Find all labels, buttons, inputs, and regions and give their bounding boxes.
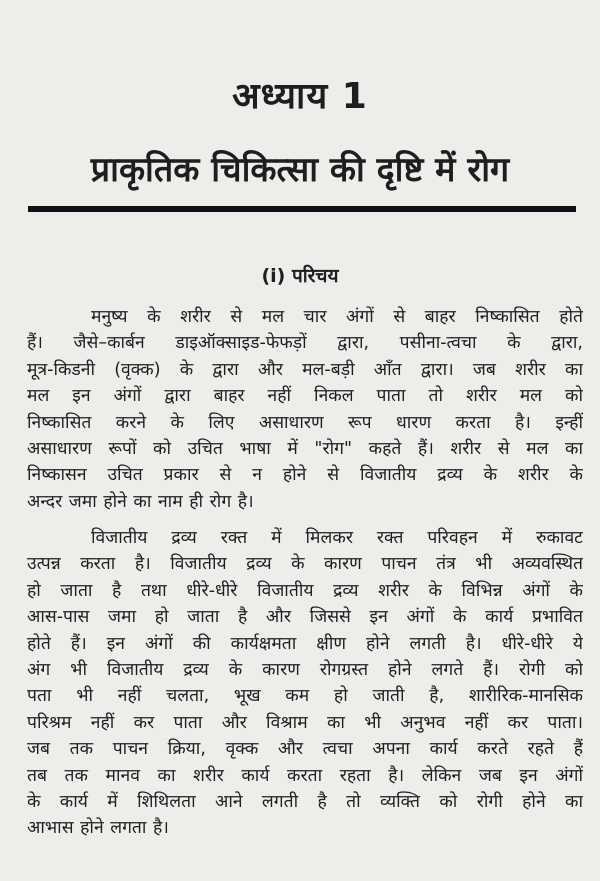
chapter-title: प्राकृतिक चिकित्सा की दृष्टि में रोग (90, 150, 510, 190)
paragraph-line: हैं। जैसे–कार्बन डाइऑक्साइड-फेफड़ों द्वारा, पसीना-त्वचा के द्वारा, (27, 333, 583, 354)
paragraph-1 (27, 304, 583, 515)
paragraph-line: होते हैं। इन अंगों की कार्यक्षमता क्षीण होने लगती है। धीरे-धीरे ये (27, 633, 583, 654)
paragraph-line: आभास होने लगता है। (27, 818, 169, 839)
paragraph-line: असाधारण रूपों को उचित भाषा में "रोग" कहते हैं। शरीर से मल का (27, 439, 583, 460)
paragraph-line: के कार्य में शिथिलता आने लगती है तो व्यक्ति को रोगी होने का (27, 792, 583, 813)
paragraph-line: आस-पास जमा हो जाता है और जिससे इन अंगों के कार्य प्रभावित (27, 607, 583, 628)
paragraph-line: परिश्रम नहीं कर पाता और विश्राम का भी अनुभव नहीं कर पाता। (27, 712, 583, 733)
paragraph-2 (27, 525, 583, 842)
paragraph-line: मनुष्य के शरीर से मल चार अंगों से बाहर निष्कासित होते (91, 307, 583, 327)
paragraph-line: उत्पन्न करता है। विजातीय द्रव्य के कारण पाचन तंत्र भी अव्यवस्थित (27, 554, 583, 575)
paragraph-line: मूत्र-किडनी (वृक्क) के द्वारा और मल-बड़ी आँत द्वारा। जब शरीर का (27, 359, 583, 380)
paragraph-line: अंग भी विजातीय द्रव्य के कारण रोगग्रस्त होने लगते हैं। रोगी को (27, 660, 583, 681)
paragraph-line: निष्कासन उचित प्रकार से न होने से विजातीय द्रव्य के शरीर के (27, 465, 583, 486)
paragraph-line: जब तक पाचन क्रिया, वृक्क और त्वचा अपना कार्य करते रहते हैं (27, 739, 583, 760)
paragraph-line: मल इन अंगों द्वारा बाहर नहीं निकल पाता तो शरीर मल को (27, 386, 583, 407)
paragraph-line: विजातीय द्रव्य रक्त में मिलकर रक्त परिवहन में रुकावट (91, 528, 583, 548)
paragraph-line: पता भी नहीं चलता, भूख कम हो जाती है, शारीरिक-मानसिक (27, 686, 583, 707)
section-heading: (i) परिचय (261, 265, 339, 287)
bleed-through-texture (20, 6, 580, 26)
paragraph-line: हो जाता है तथा धीरे-धीरे विजातीय द्रव्य शरीर के विभिन्न अंगों के (27, 580, 583, 601)
paragraph-line: अन्दर जमा होने का नाम ही रोग है। (27, 491, 254, 512)
paragraph-line: निष्कासित करने के लिए असाधारण रूप धारण करता है। इन्हीं (27, 412, 583, 433)
paragraph-line: तब तक मानव का शरीर कार्य करता रहता है। लेकिन जब इन अंगों (27, 765, 583, 786)
title-underline-rule (28, 206, 576, 212)
chapter-number: अध्याय 1 (232, 76, 368, 117)
